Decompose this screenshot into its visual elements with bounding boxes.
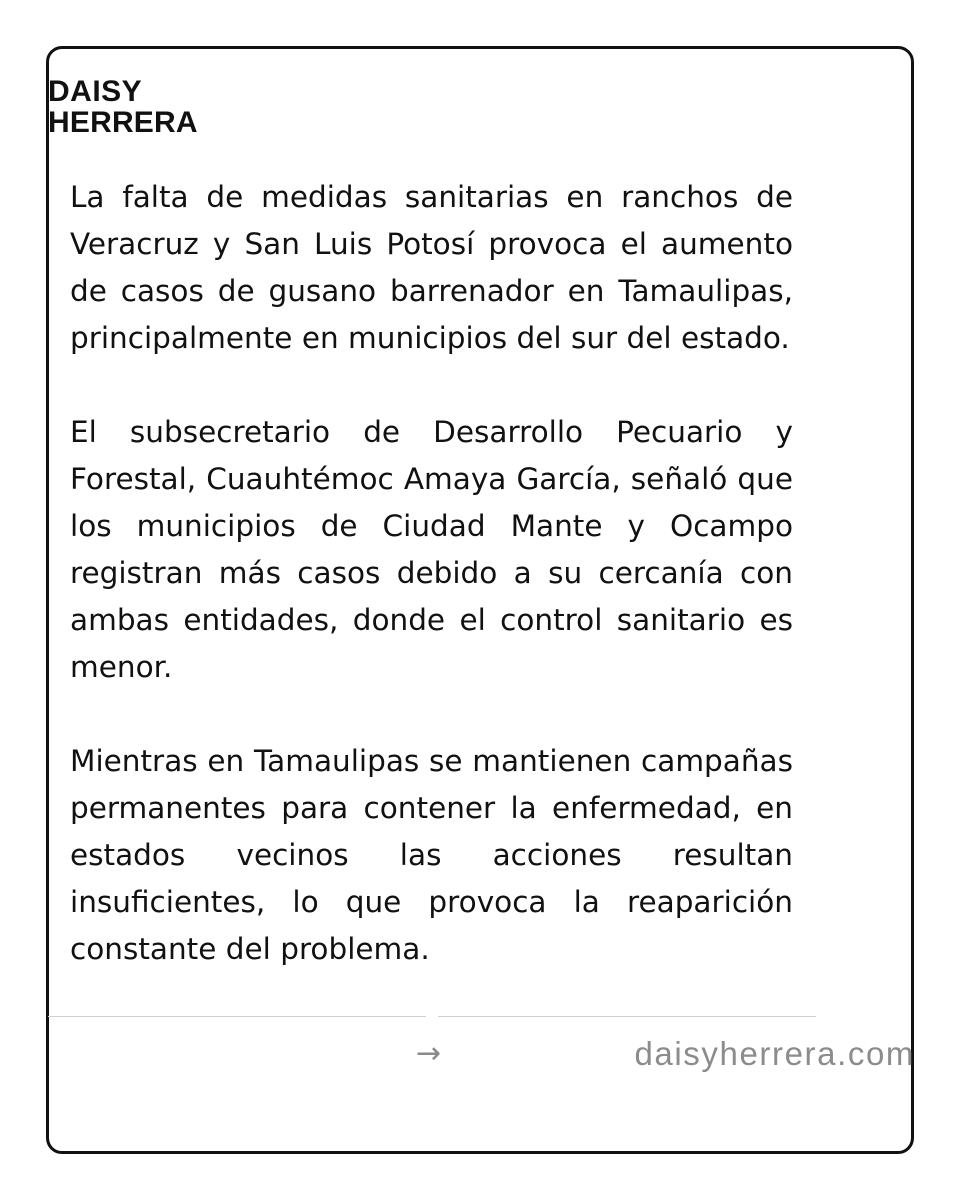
website-link[interactable]: daisyherrera.com [634,1035,915,1072]
article-paragraph-3: Mientras en Tamaulipas se mantienen campañas permanentes para contener la enfermedad, en estados vecinos las acciones resultan insuficientes, lo que provoca la reaparición constante del problema. [70,744,793,966]
article-paragraph-1: La falta de medidas sanitarias en ranchos de Veracruz y San Luis Potosí provoca el aumento de casos de gusano barrenador en Tamaulipas, principalmente en municipios del sur del estado. [70,180,793,355]
article-body [70,174,793,973]
article-paragraph-2: El subsecretario de Desarrollo Pecuario y Forestal, Cuauhtémoc Amaya García, señaló que los municipios de Ciudad Mante y Ocampo registran más casos debido a su cercanía con ambas entidades, donde el control sanitario es menor. [70,415,793,684]
arrow-right-icon: → [416,1036,442,1071]
brand-logo [48,76,198,138]
brand-name-first: DAISY [48,75,143,108]
divider-mark [426,1014,438,1020]
brand-name-last: HERRERA [48,106,198,139]
